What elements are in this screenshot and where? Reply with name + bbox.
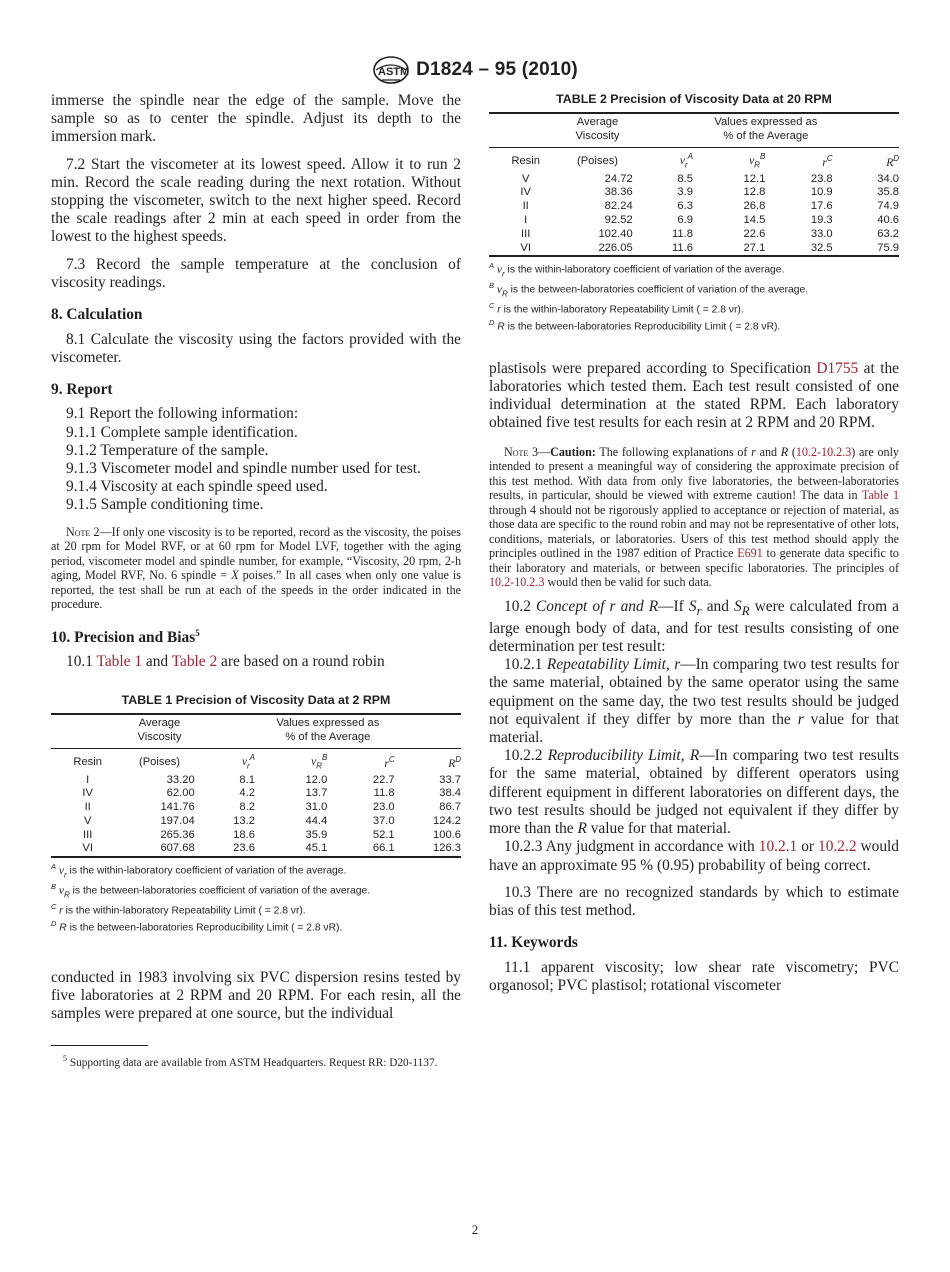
table-2-grid bbox=[489, 112, 899, 257]
table-column-headers bbox=[51, 748, 461, 773]
table-row: III 265.36 18.6 35.9 52.1 100.6 bbox=[83, 828, 461, 841]
paragraph-8-1: 8.1 Calculate the viscosity using the factors provided with the viscometer. bbox=[51, 331, 461, 367]
header-values: Values expressed as bbox=[195, 714, 461, 731]
table-1-caption: TABLE 1 Precision of Viscosity Data at 2 RPM bbox=[121, 692, 391, 707]
col-resin: Resin bbox=[73, 755, 102, 768]
header-average: Average bbox=[562, 113, 632, 130]
paragraph-7-2: 7.2 Start the viscometer at its lowest speed. Allow it to run 2 min. Record the scale reading during the next rotation. Without stopping the viscometer, switch to the next higher speed. Record the scale readings after 2 min at each speed in order from the lowest to the highest speeds. bbox=[51, 155, 461, 246]
footnote-5: $^5$ Supporting data are available from ASTM Headquarters. Request RR: D20-1137. bbox=[63, 1054, 438, 1070]
table-row: III 102.40 11.8 22.6 33.0 63.2 bbox=[521, 227, 899, 240]
report-item: 9.1.5 Sample conditioning time. bbox=[66, 496, 264, 514]
col-R: $R^D$ bbox=[448, 755, 461, 771]
table-2-caption: TABLE 2 Precision of Viscosity Data at 20 RPM bbox=[556, 92, 832, 106]
report-item: 9.1 Report the following information: bbox=[66, 405, 299, 423]
table-2-footnote-c: $^C$ r is the within-laboratory Repeatability Limit ( = 2.8 νr). bbox=[489, 301, 744, 316]
col-vR: $\nu_R^B$ bbox=[749, 152, 766, 170]
link-10-2-1[interactable]: 10.2.1 bbox=[758, 838, 798, 856]
svg-text:ASTM: ASTM bbox=[378, 66, 410, 78]
paragraph-plastisols: plastisols were prepared according to Specification D1755 at the laboratories which tested them. Each test result consisted of one individual determination at the stated RPM. Each laboratory obtained five test results for each resin at 2 RPM and 20 RPM. bbox=[489, 359, 899, 432]
table-column-headers bbox=[489, 147, 899, 172]
note-label: Note bbox=[66, 524, 91, 539]
footnote-ref-5[interactable]: 5 bbox=[195, 627, 200, 638]
table-1-footnote-d: $^D$ R is the between-laboratories Reproducibility Limit ( = 2.8 νR). bbox=[51, 919, 343, 934]
table-2 bbox=[489, 92, 899, 334]
section-10-heading: 10. Precision and Bias$^5$ bbox=[51, 627, 200, 646]
table-1-footnote-b: $^B$ $\nu_R$ is the between-laboratories coefficient of variation of the average. bbox=[51, 882, 371, 900]
page-header bbox=[0, 54, 950, 86]
table-2-footnote-b: $^B$ $\nu_R$ is the between-laboratories coefficient of variation of the average. bbox=[489, 281, 809, 299]
link-table-1[interactable]: Table 1 bbox=[96, 652, 143, 670]
table-2-footnote-a: $^A$ $\nu_r$ is the within-laboratory coefficient of variation of the average. bbox=[489, 261, 785, 279]
col-poises: (Poises) bbox=[576, 154, 619, 167]
col-r: $r^C$ bbox=[384, 755, 395, 771]
header-average: Average bbox=[124, 714, 194, 731]
link-10-2-10-2-3[interactable]: 10.2-10.2.3 bbox=[489, 575, 545, 590]
table-row: II 141.76 8.2 31.0 23.0 86.7 bbox=[84, 801, 461, 814]
paragraph-11-1: 11.1 apparent viscosity; low shear rate viscometry; PVC organosol; PVC plastisol; rotational viscometer bbox=[489, 959, 899, 995]
document-id: D1824 – 95 (2010) bbox=[416, 59, 578, 80]
paragraph-10-3: 10.3 There are no recognized standards by which to estimate bias of this test method. bbox=[489, 883, 899, 919]
table-row: IV 38.36 3.9 12.8 10.9 35.8 bbox=[520, 186, 899, 199]
table-row: VI 226.05 11.6 27.1 32.5 75.9 bbox=[489, 242, 899, 257]
table-row: VI 607.68 23.6 45.1 66.1 126.3 bbox=[51, 842, 461, 857]
table-header-row: Viscosity % of the Average bbox=[489, 130, 899, 147]
col-vR: $\nu_R^B$ bbox=[311, 753, 328, 771]
paragraph-10-2-1: 10.2.1 Repeatability Limit, r—In comparing two test results for the same material, obtained by the same operator using the same equipment on the same day, the two test results should be judged not equivalent if they differ by more than the r value for that material. bbox=[489, 656, 900, 747]
paragraph-continuation-2: conducted in 1983 involving six PVC dispersion resins tested by five laboratories at 2 RPM and 20 RPM. For each resin, all the samples were prepared at one source, but the individual bbox=[51, 968, 461, 1023]
table-row: V 197.04 13.2 44.4 37.0 124.2 bbox=[83, 814, 461, 827]
table-row: IV 62.00 4.2 13.7 11.8 38.4 bbox=[82, 787, 461, 800]
paragraph-10-2-2: 10.2.2 Reproducibility Limit, R—In comparing two test results for the same material, obtained by different operators using different equipment in different laboratories on different days, the two test results should be judged not equivalent if they differ by more than the R value for that material. bbox=[489, 747, 899, 838]
paragraph-continuation: immerse the spindle near the edge of the sample. Move the sample so as to center the spindle. Adjust its depth to the immersion mark. bbox=[51, 92, 461, 146]
table-row: II 82.24 6.3 26.8 17.6 74.9 bbox=[522, 200, 899, 213]
section-9-heading: 9. Report bbox=[51, 381, 113, 399]
report-item: 9.1.1 Complete sample identification. bbox=[66, 423, 298, 441]
header-values: Values expressed as bbox=[633, 113, 899, 130]
table-1-footnote-c: $^C$ r is the within-laboratory Repeatability Limit ( = 2.8 νr). bbox=[51, 902, 306, 917]
col-poises: (Poises) bbox=[138, 755, 181, 768]
table-1 bbox=[51, 693, 461, 935]
paragraph-10-2: 10.2 Concept of r and R—If $S_r$ and $S_R$ were calculated from a large enough body of data, and for test results consisting of one determination per test result: bbox=[489, 597, 899, 656]
link-table-2[interactable]: Table 2 bbox=[171, 652, 218, 670]
link-10-2-2[interactable]: 10.2.2 bbox=[818, 838, 857, 856]
table-row: V 24.72 8.5 12.1 23.8 34.0 bbox=[521, 172, 899, 185]
paragraph-10-2-3: 10.2.3 Any judgment in accordance with 10.2.1 or 10.2.2 would have an approximate 95 % (0.95) probability of being correct. bbox=[489, 838, 899, 874]
paragraph-10-1: 10.1 Table 1 and Table 2 are based on a round robin bbox=[66, 652, 385, 670]
report-item: 9.1.2 Temperature of the sample. bbox=[66, 441, 269, 459]
note-3: Note 3—Caution: The following explanations of r and R (10.2-10.2.3) are only intended to present a meaningful way of considering the approximate precision of this test method. With data from only five laboratories, the between-laboratories results, in particular, should be viewed with extreme caution! The data in Table 1 through 4 should not be rigorously applied to acceptance or rejection of material, as those data are specific to the round robin and may not be representative of other lots, conditions, materials, or laboratories. Users of this test method should apply the principles outlined in the 1987 edition of Practice E691 to generate data specific to their laboratory and materials, or between specific laboratories. The principles of 10.2-10.2.3 would then be valid for such data. bbox=[489, 444, 899, 590]
col-vr: $\nu_r^A$ bbox=[241, 753, 255, 771]
col-resin: Resin bbox=[511, 154, 540, 167]
link-d1755[interactable]: D1755 bbox=[816, 359, 859, 377]
report-item: 9.1.3 Viscometer model and spindle number used for test. bbox=[66, 460, 421, 478]
left-column bbox=[51, 92, 461, 1070]
table-row: I 33.20 8.1 12.0 22.7 33.7 bbox=[86, 773, 461, 786]
report-item: 9.1.4 Viscosity at each spindle speed used. bbox=[66, 478, 328, 496]
section-11-heading: 11. Keywords bbox=[489, 934, 578, 952]
table-header-row bbox=[489, 113, 899, 130]
table-1-grid bbox=[51, 713, 461, 858]
astm-logo-icon bbox=[372, 55, 410, 85]
table-header-row bbox=[51, 714, 461, 731]
col-vr: $\nu_r^A$ bbox=[679, 152, 693, 170]
right-column bbox=[489, 92, 899, 996]
table-row: I 92.52 6.9 14.5 19.3 40.6 bbox=[524, 213, 899, 226]
table-header-row: Viscosity % of the Average bbox=[51, 731, 461, 748]
page-number: 2 bbox=[471, 1222, 479, 1237]
note-2: Note 2—If only one viscosity is to be reported, record as the viscosity, the poises at 20 rpm for Model RVF, or at 60 rpm for Model LVF, together with the aging period, viscometer model and spindle number, for example, “Viscosity, 20 rpm, 2-h aging, Model RVF, No. 6 spindle = X poises.” In all cases when only one value is reported, the test shall be run at each of the speeds in the order indicated in the procedure. bbox=[51, 524, 461, 612]
table-1-footnote-a: $^A$ $\nu_r$ is the within-laboratory coefficient of variation of the average. bbox=[51, 862, 347, 879]
col-R: $R^D$ bbox=[886, 154, 899, 170]
paragraph-7-3: 7.3 Record the sample temperature at the conclusion of viscosity readings. bbox=[51, 255, 461, 291]
link-10-2-10-2-3[interactable]: 10.2-10.2.3 bbox=[795, 444, 852, 459]
col-r: $r^C$ bbox=[822, 154, 833, 170]
table-2-footnote-d: $^D$ R is the between-laboratories Reproducibility Limit ( = 2.8 νR). bbox=[489, 318, 781, 333]
link-e691[interactable]: E691 bbox=[737, 546, 763, 561]
link-table-1[interactable]: Table 1 bbox=[861, 488, 899, 503]
section-8-heading: 8. Calculation bbox=[51, 306, 143, 324]
